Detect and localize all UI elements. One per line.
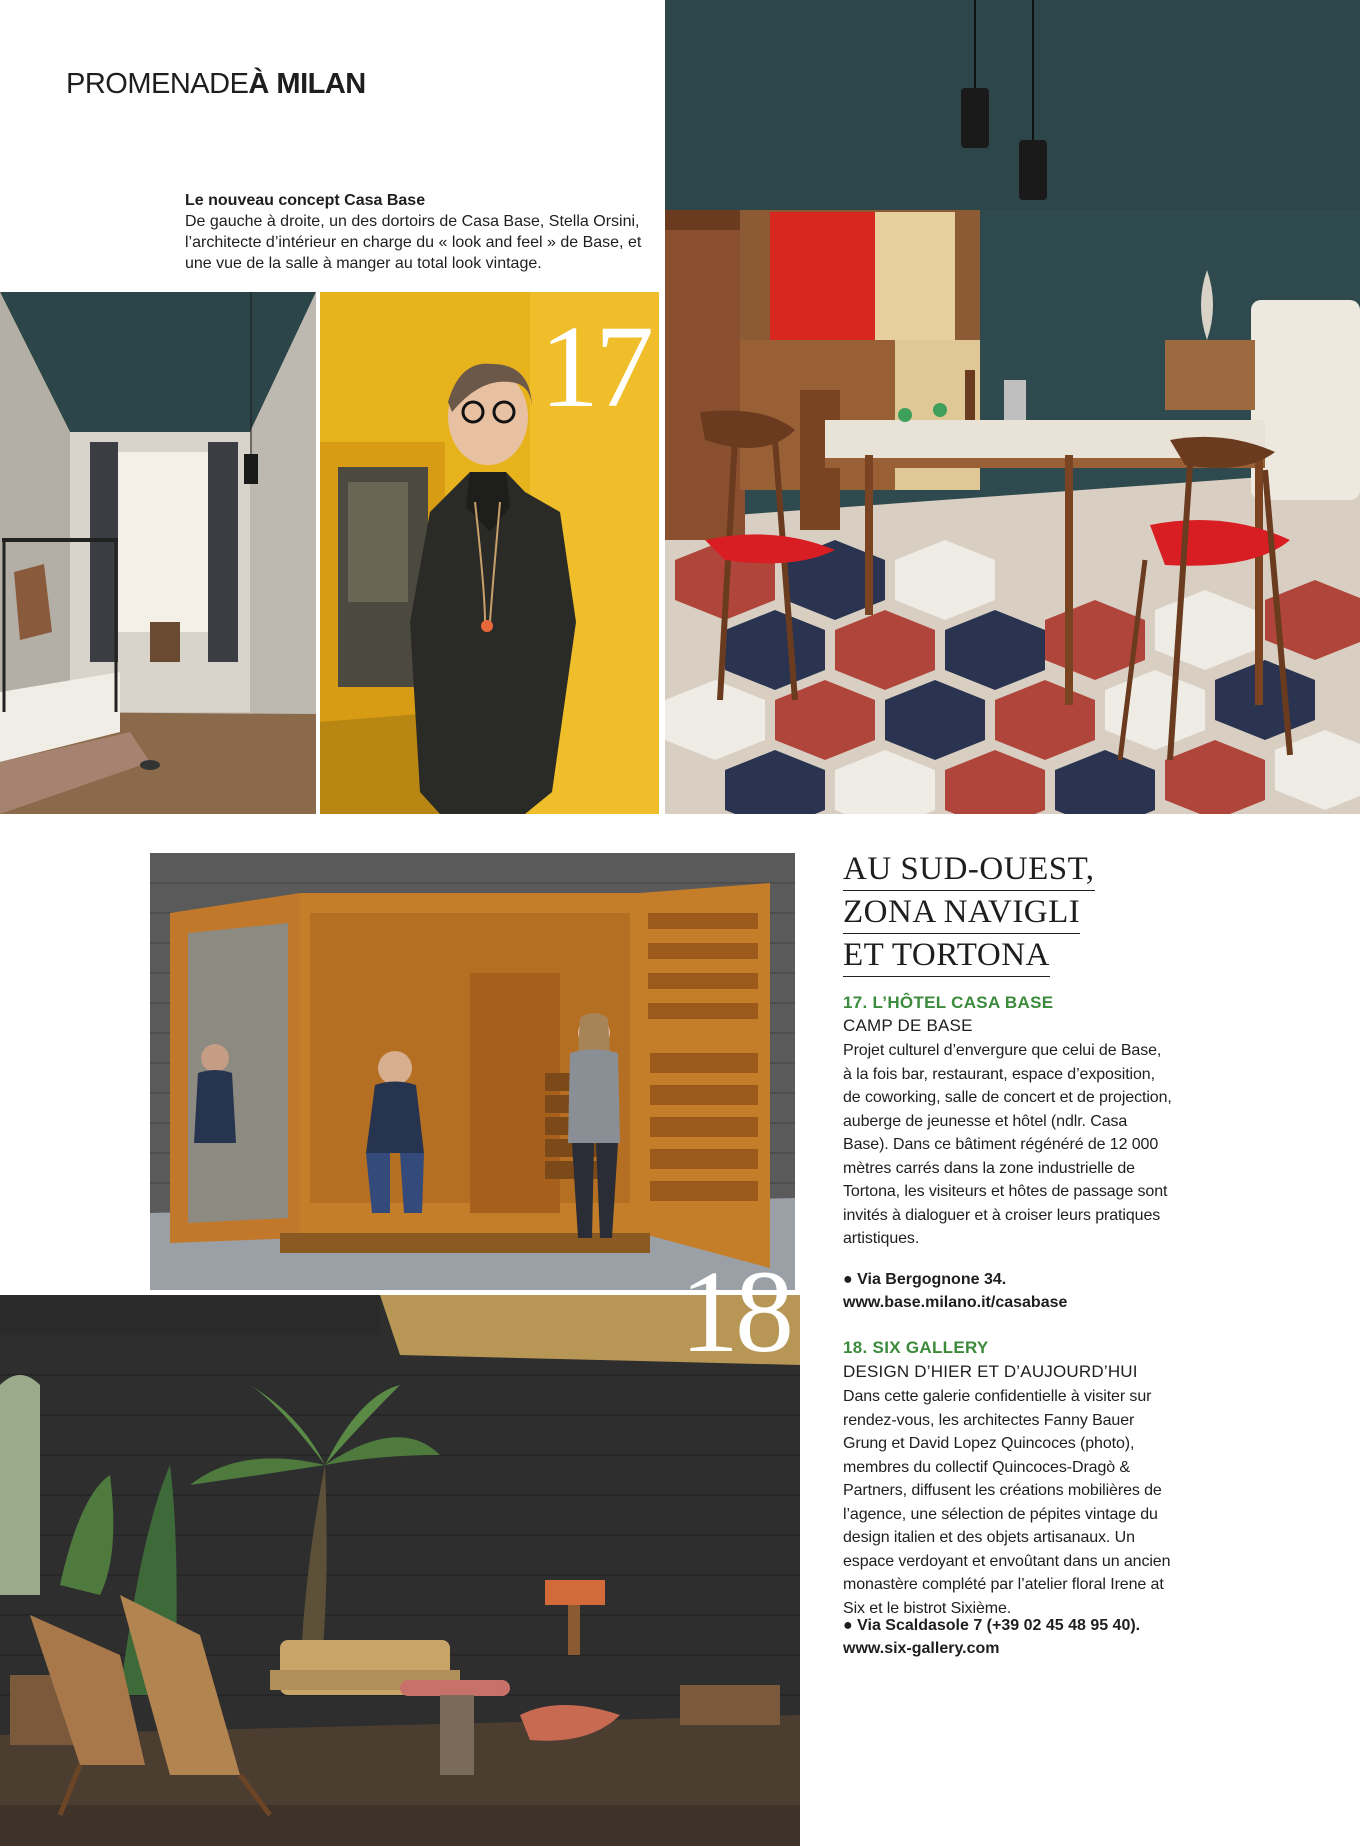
dining-illustration bbox=[665, 0, 1360, 814]
running-header-bold: À MILAN bbox=[248, 68, 366, 100]
bullet-icon: ● bbox=[843, 1617, 858, 1634]
photo-dining-room bbox=[665, 0, 1360, 814]
entry-18-title: 18. SIX GALLERY bbox=[843, 1338, 989, 1357]
section-heading-line-3: ET TORTONA bbox=[843, 934, 1050, 977]
dormitory-illustration bbox=[0, 292, 316, 814]
photo-gallery bbox=[0, 1295, 800, 1846]
entry-18-body: Dans cette galerie confidentielle à visiter sur rendez-vous, les architectes Fanny Bauer Grung et David Lopez Quincoces (photo), membres du collectif Quincoces-Dragò & Partners, diffusent les créations mobilières de l’agence, une sélection de pépites vintage du design italien et des objets artisanaux. Un espace verdoyant et envoûtant dans un ancien monastère complété par l’atelier floral Irene at Six et le bistrot Sixième. bbox=[843, 1388, 1171, 1617]
gallery-illustration bbox=[0, 1295, 800, 1846]
entry-17-title: 17. L’HÔTEL CASA BASE bbox=[843, 993, 1054, 1012]
entry-18-address-text: Via Scaldasole 7 (+39 02 45 48 95 40). bbox=[857, 1617, 1141, 1634]
photo-cabinet bbox=[150, 853, 795, 1290]
running-header-light: PROMENADE bbox=[66, 68, 249, 100]
section-heading-line-2: ZONA NAVIGLI bbox=[843, 891, 1080, 934]
caption-text: De gauche à droite, un des dortoirs de Casa Base, Stella Orsini, l’architecte d’intérieur en charge du « look and feel » de Base, et une vue de la salle à manger au total look vintage. bbox=[185, 213, 642, 272]
number-18: 18 bbox=[680, 1246, 790, 1377]
photo-caption bbox=[185, 190, 645, 274]
entry-17-address-text: Via Bergognone 34. bbox=[857, 1271, 1007, 1288]
bullet-icon: ● bbox=[843, 1271, 858, 1288]
entry-18-address bbox=[843, 1614, 1140, 1637]
section-heading bbox=[843, 848, 1095, 977]
entry-17-body: Projet culturel d’envergure que celui de Base, à la fois bar, restaurant, espace d’exposition, de coworking, salle de concert et de projection, auberge de jeunesse et hôtel (ndlr. Casa Base). Dans ce bâtiment régénéré de 12 000 mètres carrés dans la zone industrielle de Tortona, les visiteurs et hôtes de passage sont invités à dialoguer et à croiser leurs pratiques artistiques. bbox=[843, 1042, 1172, 1247]
entry-17-subtitle: CAMP DE BASE bbox=[843, 1016, 973, 1035]
number-17: 17 bbox=[540, 301, 650, 432]
entry-17-address bbox=[843, 1268, 1006, 1291]
entry-18-url[interactable]: www.six-gallery.com bbox=[843, 1640, 1000, 1657]
running-header bbox=[66, 68, 366, 101]
caption-title: Le nouveau concept Casa Base bbox=[185, 192, 426, 209]
section-heading-line-1: AU SUD-OUEST, bbox=[843, 848, 1095, 891]
cabinet-illustration bbox=[150, 853, 795, 1290]
photo-dormitory bbox=[0, 292, 316, 814]
entry-17-url[interactable]: www.base.milano.it/casabase bbox=[843, 1294, 1068, 1311]
entry-18-subtitle: DESIGN D’HIER ET D’AUJOURD’HUI bbox=[843, 1362, 1138, 1381]
